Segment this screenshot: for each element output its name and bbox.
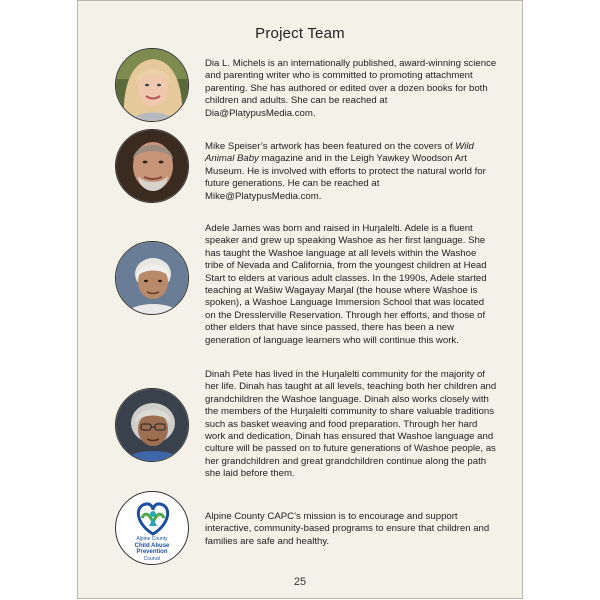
logo-line: Alpine County <box>136 536 168 542</box>
portrait-photo-dinah-pete <box>115 388 189 462</box>
bio-text: Adele James was born and raised in Huŋalelti. Adele is a fluent speaker and grew up speaking Washoe as her first language. She has taught the Washoe language at all levels within the Washoe tribe of Nevada and California, from the youngest children at Head Start to elders at various adult classes. In the 1990s, Adele started teaching at Wašiw Wagayay Maŋal (the house where Washoe is spoken), a Washoe Language Immersion School that was located on the Dresslerville Reservation. Through her efforts, and those of other elders that have since passed, there has been a new generation of language learners who will continue this work. <box>205 223 487 346</box>
bio-text: Dinah Pete has lived in the Huŋalelti community for the majority of her life. Dinah has taught at all levels, teaching both her children and grandchildren the Washoe language. Dinah also works closely with the members of the Huŋalelti community to share valuable traditions such as basket weaving and food preparation. Through her hard work and dedication, Dinah has ensured that Washoe language and culture will be passed on to future generations of Washoe people, as her grandchildren and great grandchildren continue along the path she laid before them. <box>205 369 497 480</box>
capc-logo <box>115 491 189 565</box>
logo-line: Council <box>143 555 161 562</box>
magazine-title: Wild Animal Baby <box>205 141 474 165</box>
portrait-photo-dia-michels <box>115 48 189 122</box>
page-number: 25 <box>293 576 307 588</box>
bio-text: Alpine County CAPC’s mission is to encourage and support interactive, community-based programs to ensure that children and families are safe and healthy. <box>205 511 490 547</box>
portrait-photo-adele-james <box>115 241 189 315</box>
page-title: Project Team <box>255 25 345 42</box>
bio-text: Dia L. Michels is an internationally published, award-winning science and parenting writer who is committed to promoting attachment parenting. She has authored or edited over a dozen books for both children and adults. She can be reached at Dia@PlatypusMedia.com. <box>205 58 497 119</box>
logo-line: Prevention <box>136 549 168 555</box>
logo-line: Child Abuse <box>134 542 170 549</box>
portrait-photo-mike-speiser <box>115 129 189 203</box>
document-page <box>77 0 523 599</box>
bio-text: Mike Speiser’s artwork has been featured on the covers of Wild Animal Baby magazine and in the Leigh Yawkey Woodson Art Museum. He is involved with efforts to protect the natural world for future generations. He can be reached at Mike@PlatypusMedia.com. <box>205 141 486 202</box>
